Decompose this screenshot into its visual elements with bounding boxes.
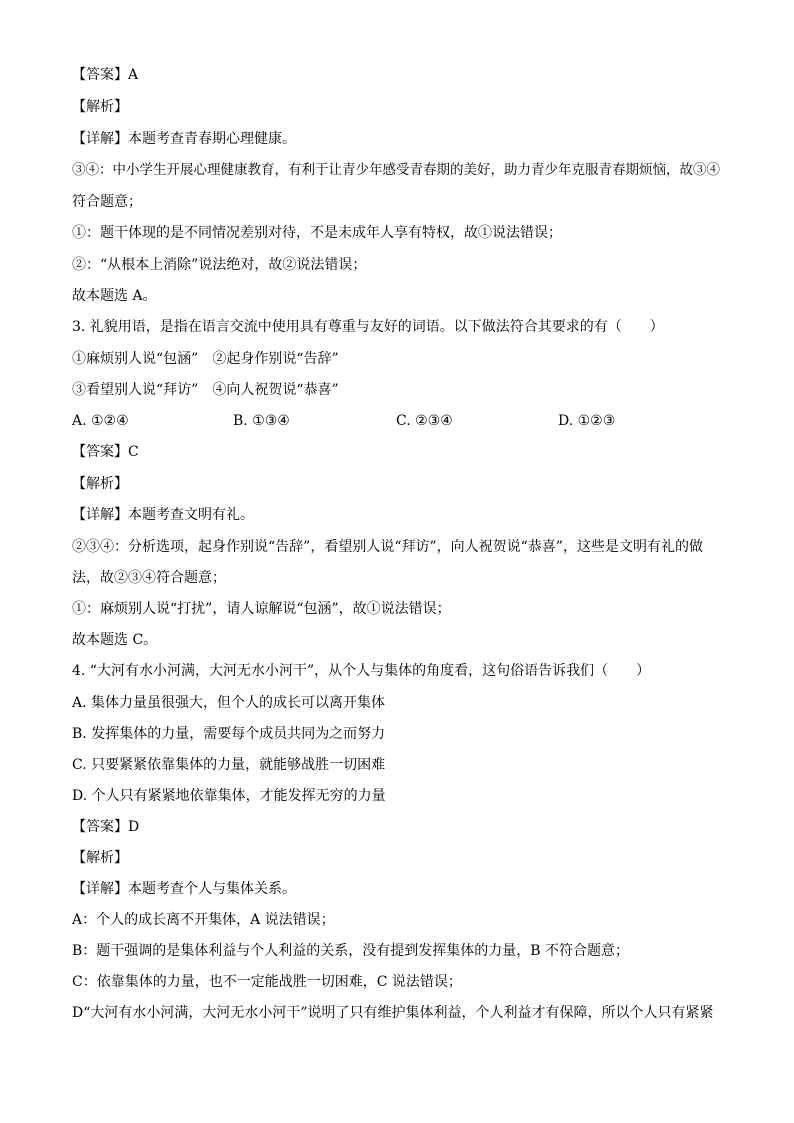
detail-text: 【详解】本题考查个人与集体关系。	[72, 881, 296, 897]
conclusion-line: 故本题选 A。	[72, 288, 157, 304]
option-d: D. ①②③	[558, 413, 616, 429]
conclusion-line: 故本题选 C。	[72, 632, 158, 648]
answer-label: 【答案】D	[72, 819, 140, 835]
option-b: B. 发挥集体的力量，需要每个成员共同为之而努力	[72, 726, 386, 742]
analysis-label: 【解析】	[72, 99, 128, 115]
explanation-line: 法，故②③④符合题意；	[72, 570, 226, 586]
answer-label: 【答案】A	[72, 67, 139, 83]
explanation-line: ①：麻烦别人说“打扰”，请人谅解说“包涵”，故①说法错误；	[72, 601, 451, 617]
explanation-line: D“大河有水小河满，大河无水小河干”说明了只有维护集体利益，个人利益才有保障，所以个人只有紧紧	[72, 1005, 714, 1021]
explanation-line: C：依靠集体的力量，也不一定能战胜一切困难，C 说法错误；	[72, 974, 462, 990]
question-3-statements: ①麻烦别人说“包涵” ②起身作别说“告辞”	[72, 351, 339, 367]
question-4: 4. “大河有水小河满，大河无水小河干”，从个人与集体的角度看，这句俗语告诉我们（ ）	[72, 663, 651, 679]
detail-text: 【详解】本题考查文明有礼。	[72, 507, 254, 523]
explanation-line: ②：“从根本上消除”说法绝对，故②说法错误；	[72, 257, 367, 273]
explanation-line: ②③④：分析选项，起身作别说“告辞”，看望别人说“拜访”，向人祝贺说“恭喜”，这些是文明有礼的做	[72, 539, 703, 555]
explanation-line: 符合题意；	[72, 194, 142, 210]
analysis-label: 【解析】	[72, 850, 128, 866]
question-3-options	[72, 412, 722, 430]
option-a: A. 集体力量虽很强大，但个人的成长可以离开集体	[72, 695, 386, 711]
explanation-line: ①：题干体现的是不同情况差别对待，不是未成年人享有特权，故①说法错误；	[72, 225, 562, 241]
option-a: A. ①②④	[72, 413, 129, 429]
answer-label: 【答案】C	[72, 444, 139, 460]
question-3-statements: ③看望别人说“拜访” ④向人祝贺说“恭喜”	[72, 382, 339, 398]
explanation-line: ③④：中小学生开展心理健康教育，有利于让青少年感受青春期的美好，助力青少年克服青春期烦恼，故③④	[72, 162, 720, 178]
question-3: 3. 礼貌用语，是指在语言交流中使用具有尊重与友好的词语。以下做法符合其要求的有（ ）	[72, 319, 664, 335]
analysis-label: 【解析】	[72, 476, 128, 492]
option-b: B. ①③④	[233, 413, 290, 429]
option-c: C. ②③④	[396, 413, 453, 429]
option-d: D. 个人只有紧紧地依靠集体，才能发挥无穷的力量	[72, 788, 386, 804]
detail-text: 【详解】本题考查青春期心理健康。	[72, 131, 296, 147]
explanation-line: A：个人的成长离不开集体，A 说法错误；	[72, 912, 335, 928]
option-c: C. 只要紧紧依靠集体的力量，就能够战胜一切困难	[72, 757, 386, 773]
explanation-line: B：题干强调的是集体利益与个人利益的关系，没有提到发挥集体的力量，B 不符合题意；	[72, 943, 630, 959]
